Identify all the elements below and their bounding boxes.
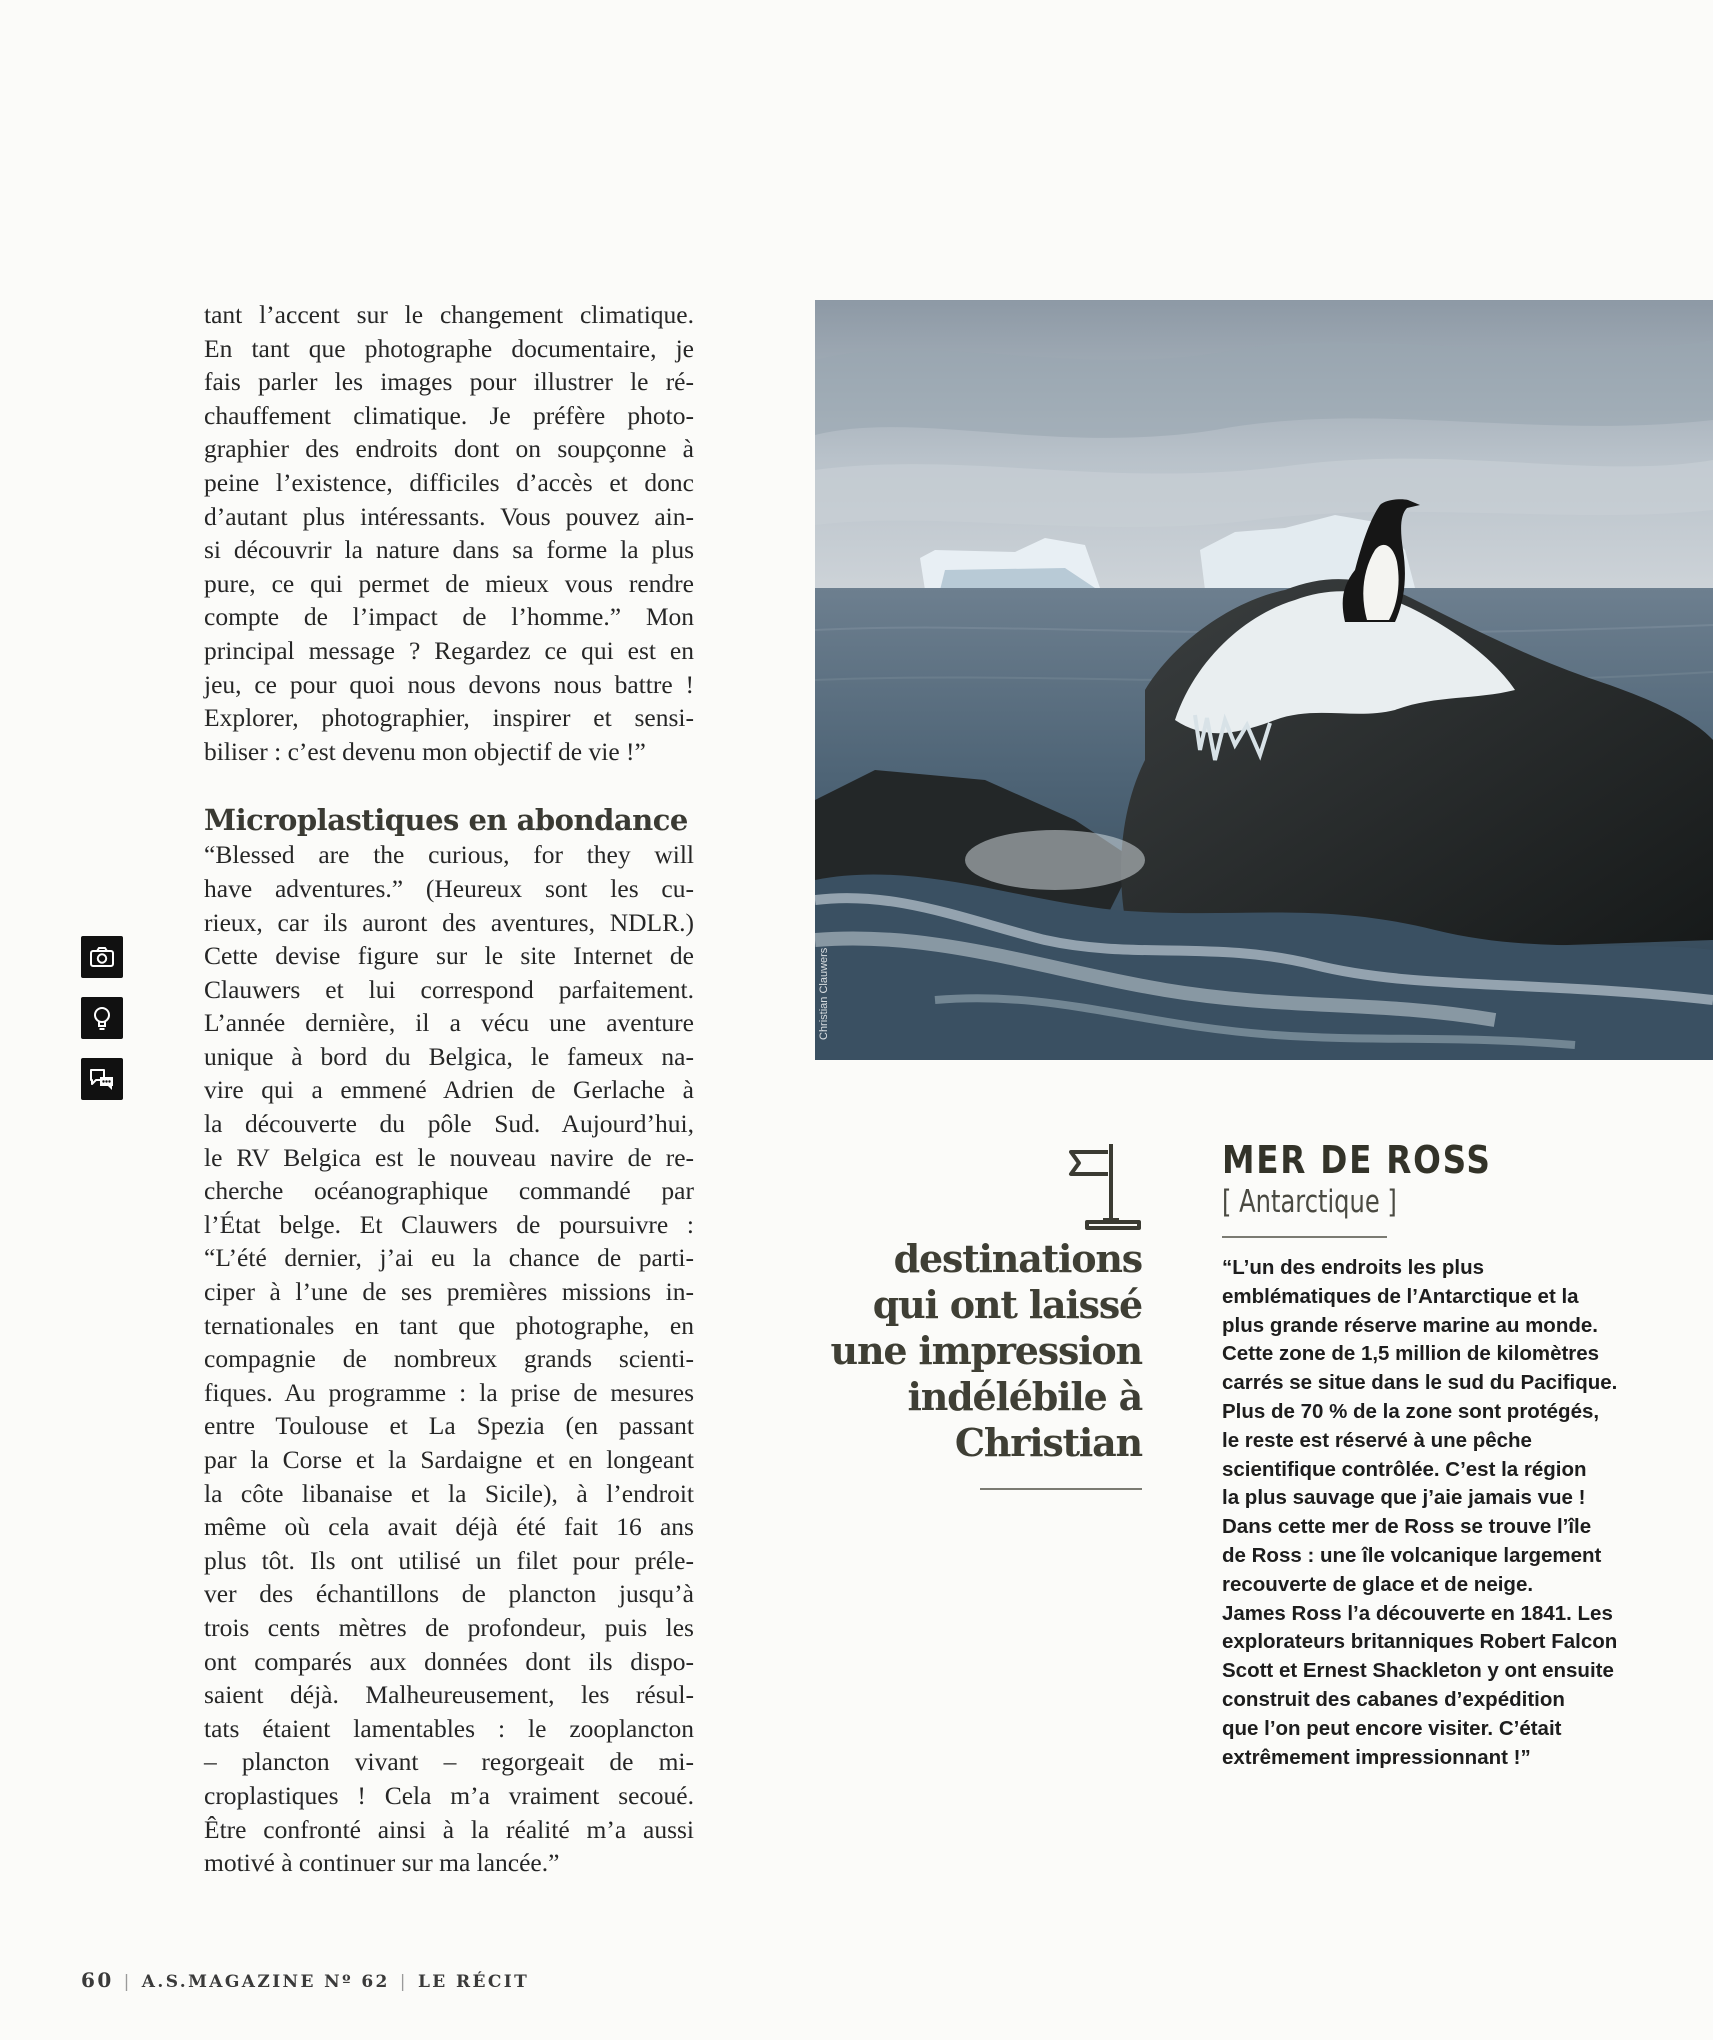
text-line: biliser : c’est devenu mon objectif de vie !” xyxy=(204,736,646,766)
text-line: L’année dernière, il a vécu une aventure xyxy=(204,1008,694,1038)
text-line: unique à bord du Belgica, le fameux na- xyxy=(204,1041,694,1071)
text-line: Explorer, photographier, inspirer et sensi- xyxy=(204,703,694,733)
headline-divider xyxy=(980,1488,1142,1490)
text-line: Clauwers et lui correspond parfaitement. xyxy=(204,974,694,1004)
text-line: tats étaient lamentables : le zooplancton xyxy=(204,1713,694,1743)
place-subtitle: [ Antarctique ] xyxy=(1222,1184,1397,1220)
text-line: fiques. Au programme : la prise de mesures xyxy=(204,1377,694,1407)
quote-line: la plus sauvage que j’aie jamais vue ! xyxy=(1222,1486,1586,1510)
chat-bubbles-icon xyxy=(81,1058,123,1100)
text-line: ternationales en tant que photographe, en xyxy=(204,1310,694,1340)
text-line: l’État belge. Et Clauwers de poursuivre : xyxy=(204,1209,694,1239)
text-line: croplastiques ! Cela m’a vraiment secoué. xyxy=(204,1780,694,1810)
page-number: 60 xyxy=(81,1968,114,1992)
side-icon-strip xyxy=(81,936,123,1119)
place-divider xyxy=(1222,1236,1387,1238)
text-line: chauffement climatique. Je préfère photo- xyxy=(204,400,694,430)
article-paragraph-1 xyxy=(204,298,694,768)
text-line: même où cela avait déjà été fait 16 ans xyxy=(204,1512,694,1542)
text-line: compagnie de nombreux grands scienti- xyxy=(204,1344,694,1374)
text-line: la découverte du pôle Sud. Aujourd’hui, xyxy=(204,1109,694,1139)
quote-line: le reste est réservé à une pêche xyxy=(1222,1428,1532,1452)
quote-line: scientifique contrôlée. C’est la région xyxy=(1222,1457,1587,1481)
quote-line: extrêmement impressionnant !” xyxy=(1222,1745,1531,1769)
place-quote xyxy=(1222,1254,1632,1772)
photo-credit: Christian Clauwers xyxy=(818,947,830,1040)
quote-line: de Ross : une île volcanique largement xyxy=(1222,1543,1602,1567)
text-line: pure, ce qui permet de mieux vous rendre xyxy=(204,568,694,598)
text-line: rieux, car ils auront des aventures, NDLR.) xyxy=(204,907,694,937)
text-line: saient déjà. Malheureusement, les résul- xyxy=(204,1680,694,1710)
text-line: “Blessed are the curious, for they will xyxy=(204,840,694,870)
quote-line: construit des cabanes d’expédition xyxy=(1222,1687,1565,1711)
text-line: peine l’existence, difficiles d’accès et donc xyxy=(204,467,694,497)
text-line: la côte libanaise et la Sicile), à l’endroit xyxy=(204,1478,694,1508)
text-line: ver des échantillons de plancton jusqu’à xyxy=(204,1579,694,1609)
lightbulb-icon xyxy=(81,997,123,1039)
flag-icon xyxy=(1065,1140,1143,1235)
quote-line: Scott et Ernest Shackleton y ont ensuite xyxy=(1222,1659,1614,1683)
article-subheading: Microplastiques en abondance xyxy=(204,803,688,838)
text-line: Être confronté ainsi à la réalité m’a aussi xyxy=(204,1814,694,1844)
quote-line: carrés se situe dans le sud du Pacifique. xyxy=(1222,1371,1618,1395)
camera-icon xyxy=(81,936,123,978)
text-line: cherche océanographique commandé par xyxy=(204,1176,694,1206)
headline-line: Christian xyxy=(954,1420,1142,1465)
text-line: plus tôt. Ils ont utilisé un filet pour préle- xyxy=(204,1545,694,1575)
quote-line: recouverte de glace et de neige. xyxy=(1222,1572,1534,1596)
text-line: fais parler les images pour illustrer le ré- xyxy=(204,367,694,397)
text-line: “L’été dernier, j’ai eu la chance de parti- xyxy=(204,1243,694,1273)
text-line: En tant que photographe documentaire, je xyxy=(204,333,694,363)
text-line: si découvrir la nature dans sa forme la plus xyxy=(204,535,694,565)
section-name: LE RÉCIT xyxy=(417,1972,530,1992)
headline-line: une impression xyxy=(830,1328,1142,1373)
text-line: ont comparés aux données dont ils dispo- xyxy=(204,1646,694,1676)
magazine-name: A.S.MAGAZINE Nº 62 xyxy=(141,1972,390,1992)
text-line: par la Corse et la Sardaigne et en longeant xyxy=(204,1445,694,1474)
article-column xyxy=(204,298,694,1880)
headline-line: qui ont laissé xyxy=(872,1282,1142,1327)
text-line: jeu, ce pour quoi nous devons nous battre ! xyxy=(204,669,694,699)
page-footer: 60 | A.S.MAGAZINE Nº 62 | LE RÉCIT xyxy=(81,1968,530,1992)
text-line: tant l’accent sur le changement climatique. xyxy=(204,300,694,329)
text-line: vire qui a emmené Adrien de Gerlache à xyxy=(204,1075,694,1105)
text-line: entre Toulouse et La Spezia (en passant xyxy=(204,1411,694,1441)
text-line: d’autant plus intéressants. Vous pouvez ain- xyxy=(204,501,694,531)
text-line: – plancton vivant – regorgeait de mi- xyxy=(204,1747,694,1777)
quote-line: explorateurs britanniques Robert Falcon xyxy=(1222,1630,1618,1654)
headline-line: indélébile à xyxy=(907,1374,1142,1419)
quote-line: Cette zone de 1,5 million de kilomètres xyxy=(1222,1342,1600,1366)
text-line: compte de l’impact de l’homme.” Mon xyxy=(204,602,694,632)
quote-line: que l’on peut encore visiter. C’était xyxy=(1222,1716,1562,1740)
quote-line: plus grande réserve marine au monde. xyxy=(1222,1313,1598,1337)
headline-line: destinations xyxy=(893,1236,1142,1281)
text-line: Cette devise figure sur le site Internet de xyxy=(204,941,694,971)
quote-line: Dans cette mer de Ross se trouve l’île xyxy=(1222,1515,1592,1539)
quote-line: James Ross l’a découverte en 1841. Les xyxy=(1222,1601,1613,1625)
penguin-on-rock-photo xyxy=(815,300,1713,1060)
text-line: motivé à continuer sur ma lancée.” xyxy=(204,1848,560,1878)
text-line: graphier des endroits dont on soupçonne à xyxy=(204,434,694,464)
destinations-headline xyxy=(800,1236,1142,1466)
text-line: le RV Belgica est le nouveau navire de re- xyxy=(204,1142,694,1172)
place-title: MER DE ROSS xyxy=(1222,1138,1492,1182)
text-line: principal message ? Regardez ce qui est en xyxy=(204,635,694,665)
quote-line: “L’un des endroits les plus xyxy=(1222,1256,1484,1279)
text-line: ciper à l’une de ses premières missions in- xyxy=(204,1277,694,1307)
quote-line: emblématiques de l’Antarctique et la xyxy=(1222,1284,1579,1308)
quote-line: Plus de 70 % de la zone sont protégés, xyxy=(1222,1399,1600,1423)
article-paragraph-2 xyxy=(204,838,694,1879)
text-line: have adventures.” (Heureux sont les cu- xyxy=(204,873,694,903)
text-line: trois cents mètres de profondeur, puis les xyxy=(204,1612,694,1642)
